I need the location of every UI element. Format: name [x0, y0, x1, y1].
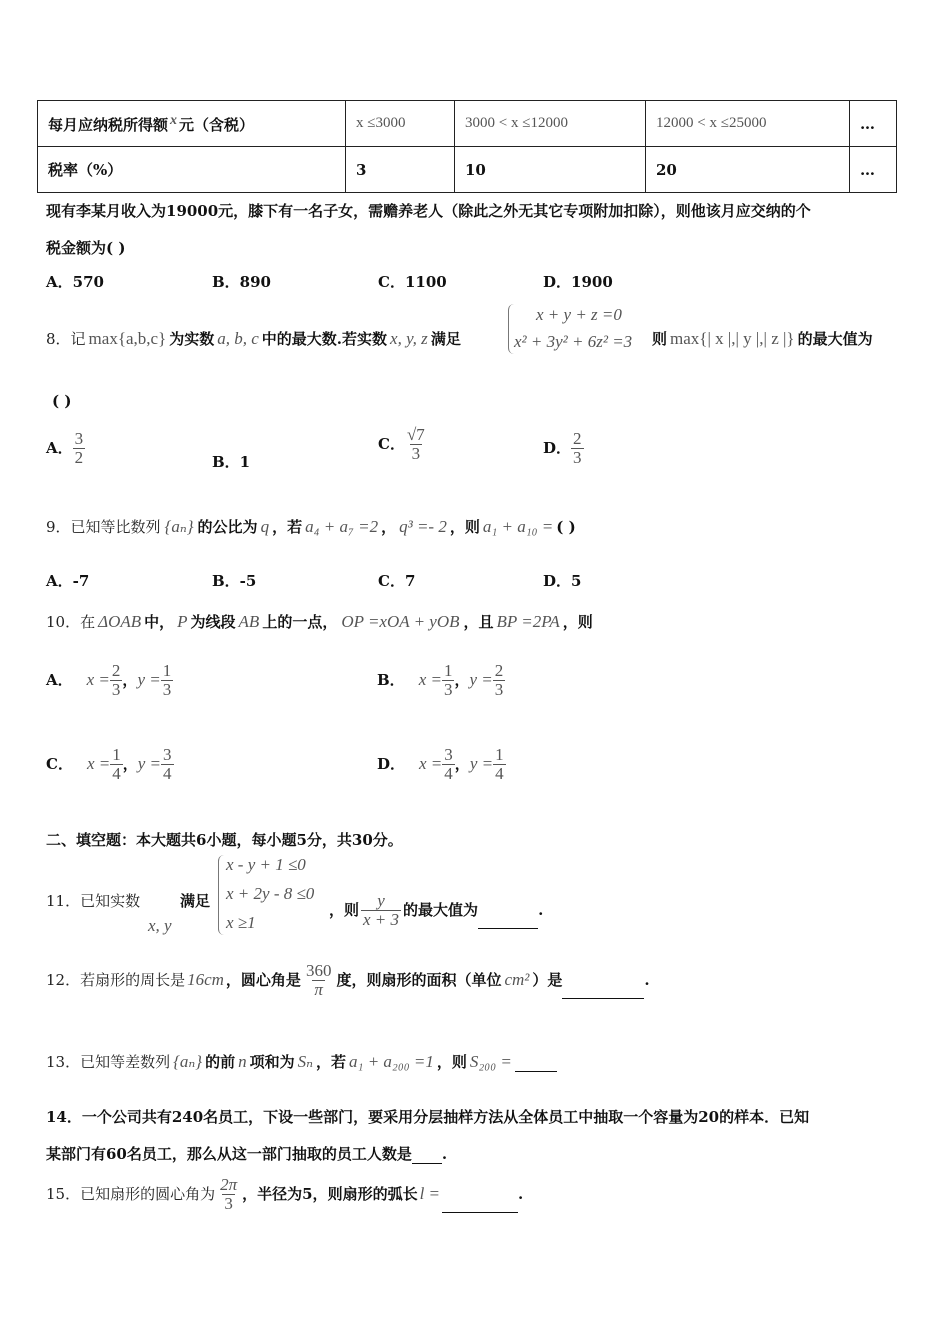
- table-cell: x ≤3000: [346, 101, 455, 147]
- q11-tail: ，则 $\frac{y}{x + 3}$ 的最大值为 .: [329, 891, 544, 929]
- table-cell: 3: [346, 147, 455, 193]
- q8-option-b: B．1: [212, 453, 251, 471]
- table-cell: 12000 < x ≤25000: [646, 101, 850, 147]
- q8-eq1: x + y + z =0: [536, 305, 622, 324]
- q7-text-line1: 现有李某月收入为19000元，膝下有一名子女，需赡养老人（除此之外无其它专项附加扣除），则他该月应交纳的个: [46, 202, 811, 220]
- q11-constraint-3: x ≥1: [226, 913, 256, 932]
- question-15: 15．已知扇形的圆心角为 $\frac{2\pi}{3}$ ，半径为5，则扇形的弧长 l = .: [46, 1175, 524, 1213]
- q8-option-d: D． $\frac{2}{3}$: [543, 429, 582, 467]
- q8-eq2: x² + 3y² + 6z² =3: [514, 332, 633, 351]
- q7-option-d: D．1900: [543, 273, 613, 291]
- table-cell: 20: [646, 147, 850, 193]
- section-2-heading: 二、填空题：本大题共6小题，每小题5分，共30分。: [46, 831, 403, 849]
- tax-rate-table: [37, 100, 897, 193]
- q7-option-c: C．1100: [378, 273, 447, 291]
- table-row-label: 税率（%）: [38, 147, 346, 193]
- question-8: 8．记 max{a,b,c} 为实数 a, b, c 中的最大数.若实数 x, y, z 满足: [46, 329, 461, 348]
- q9-option-a: A．-7: [46, 572, 90, 590]
- q10-option-c: C． x = $\frac{1}{4}$ ，y = $\frac{3}{4}$: [46, 745, 172, 783]
- q10-option-a: A． x = $\frac{2}{3}$ ，y = $\frac{1}{3}$: [46, 661, 172, 699]
- q11-constraint-2: x + 2y - 8 ≤0: [226, 884, 315, 903]
- q9-option-d: D．5: [543, 572, 582, 590]
- q8-option-c: C． $\frac{√7}{3}$: [378, 425, 425, 463]
- table-cell: …: [850, 101, 897, 147]
- question-10: 10．在 ΔOAB 中， P 为线段 AB 上的一点， OP =xOA + yOB ，且 BP =2PA ，则: [46, 612, 593, 631]
- q10-option-b: B． x = $\frac{1}{3}$ ，y = $\frac{2}{3}$: [377, 661, 504, 699]
- q8-tail: 则 max{| x |,| y |,| z |} 的最大值为: [652, 329, 873, 348]
- q11-t1: 满足: [180, 892, 211, 910]
- question-11: 11．已知实数: [46, 892, 141, 910]
- table-header-income: 每月应纳税所得额 x 元（含税）: [38, 101, 346, 147]
- question-12: 12．若扇形的周长是 16cm ，圆心角是 $\frac{360}{\pi}$ 度，则扇形的面积（单位 cm² ）是 .: [46, 961, 650, 999]
- q9-option-c: C．7: [378, 572, 416, 590]
- table-cell: 3000 < x ≤12000: [455, 101, 646, 147]
- q7-option-b: B．890: [212, 273, 271, 291]
- table-cell: 10: [455, 147, 646, 193]
- q9-option-b: B．-5: [212, 572, 257, 590]
- q11-constraint-1: x - y + 1 ≤0: [226, 855, 306, 874]
- q14-line1: 14．一个公司共有240名员工，下设一些部门，要采用分层抽样方法从全体员工中抽取一个容量为20的样本．已知: [46, 1108, 810, 1126]
- table-cell: …: [850, 147, 897, 193]
- q11-vars: x, y: [148, 916, 172, 935]
- q7-option-a: A．570: [46, 273, 104, 291]
- question-13: 13．已知等差数列 {aₙ} 的前 n 项和为 Sₙ ，若 a₁ + a₂₀₀ =1 ，则 S₂₀₀ =: [46, 1051, 557, 1072]
- q11-system-brace: [218, 855, 225, 935]
- question-9: 9．已知等比数列 {aₙ} 的公比为 q ，若 a₄ + a₇ =2 ， q³ =- 2 ，则 a₁ + a₁₀ = ( ): [46, 517, 576, 536]
- table-row: [38, 147, 897, 193]
- q8-paren: ( ): [52, 392, 72, 410]
- q14-line2: 某部门有60名员工，那么从这一部门抽取的员工人数是 .: [46, 1145, 448, 1163]
- q10-option-d: D． x = $\frac{3}{4}$ ，y = $\frac{1}{4}$: [377, 745, 504, 783]
- q8-option-a: A． $\frac{3}{2}$: [46, 429, 84, 467]
- q7-text-line2: 税金额为( ): [46, 239, 126, 257]
- table-row: [38, 101, 897, 147]
